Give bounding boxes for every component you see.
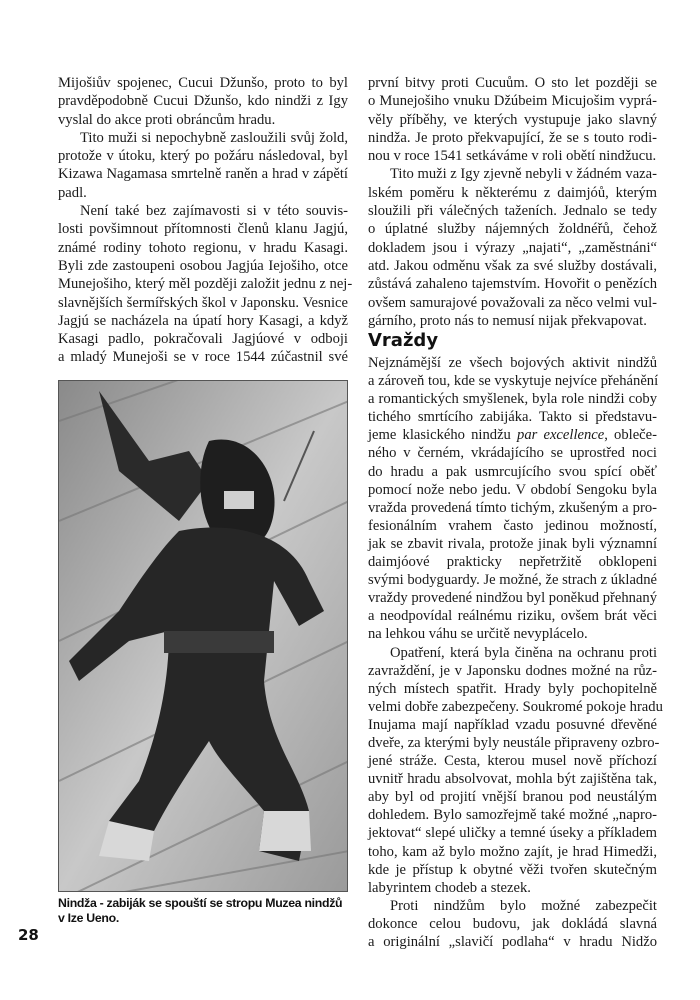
text-line: Jagjú se nacházela na úpatí hory Kasagi, a když [58, 312, 348, 329]
text-line: svými bodyguardy. Je možné, že strach z úkladné [368, 572, 657, 589]
ninja-image-icon [59, 381, 348, 892]
text-line: velmi dobře zabezpečeny. Soukromé pokoje hradu [368, 698, 663, 715]
text-line: dokladem jsou i výrazy „najati“, „zaměstnáni“ [368, 239, 657, 256]
text-line: fesionálním vrahem často jedinou možností, [368, 517, 657, 534]
text-line: Nejznámější ze všech bojových aktivit nindžů [368, 355, 657, 371]
text-line: zavraždění, je v Japonsku dodnes možné na růz- [368, 662, 657, 679]
text-line: jeme klasického nindžu par excellence, obleče- [368, 427, 657, 444]
text-line: jak se zbavit rivala, protože jinak byli významní [368, 535, 657, 552]
text-line: sloužili při válečných taženích. Jednalo se tedy [368, 203, 657, 220]
text-line: nou v roce 1541 setkáváme v roli obětí nindžucu. [368, 148, 657, 165]
text-line: o Munejošiho vnuku Džúbeim Micujošim vyprá- [368, 93, 657, 110]
section-heading: Vraždy [368, 330, 439, 351]
text-line: dveře, za kterými byly neustále připraveny ozbro- [368, 734, 660, 751]
text-line: první bitvy proti Cucuům. O sto let později se [368, 75, 657, 91]
text-line: Inujama mají například vzadu posuvné dřevěné [368, 716, 657, 733]
text-line: dohledem. Bylo samozřejmě také možné „napro- [368, 807, 657, 824]
text-line: Byli zde zastoupeni osobou Jagjúa Iejošiho, otce [58, 257, 348, 274]
text-line: a originální „slavičí podlaha“ v hradu Nidžo [368, 934, 657, 950]
paragraph [368, 644, 663, 897]
page-number: 28 [18, 926, 39, 944]
text-line: vražda provedená tímto tichým, zkušeným a pro- [368, 499, 657, 516]
text-line: do hradu a pak usmrcujícího svou spící oběť [368, 463, 657, 480]
paragraph [368, 165, 657, 330]
text-line: pravděpodobně Cucui Džunšo, kdo nindži z Igy [58, 93, 348, 110]
caption-line-2: v Ize Ueno. [58, 911, 119, 925]
ninja-photo [58, 380, 348, 892]
text-line: Munejošiho, který měl později založit jednu z nej- [58, 276, 353, 293]
paragraph [58, 74, 348, 129]
text-line: a zároveň tou, kde se vyskytuje nejvíce přehánění [368, 373, 659, 390]
text-line: labyrintem chodeb a stezek. [368, 879, 531, 896]
text-line: a romantických smyšlenek, byla role nindži coby [368, 391, 657, 408]
text-line: jektovat“ slepé uličky a temné úseky a příkladem [368, 825, 657, 842]
text-line: slavnějších šermířských škol v Japonsku. Vesnice [58, 294, 348, 311]
right-column-top [368, 74, 657, 330]
text-line: Kasagi padlo, pokračovali Jagjúové v odboji [58, 331, 348, 348]
text-line: dokonce celou budovu, jak dokládá slavná [368, 915, 657, 932]
text-line: o úplatné služby nájemných žoldnéřů, čehož [368, 221, 657, 238]
text-line: zůstává zahaleno tajemstvím. Hovořit o penězích [368, 276, 657, 293]
text-line: nindža. Je proto překvapující, že se s touto rodi- [368, 129, 657, 146]
text-line: kde je přístup k obytné věži tvořen skutečným [368, 861, 657, 878]
text-line: věly příběhy, ve kterých vystupuje jako slavný [368, 111, 657, 128]
text-line: na lehkou váhu se určitě nevyplácelo. [368, 626, 588, 643]
paragraph [368, 897, 657, 951]
right-column-bottom [368, 354, 663, 951]
text-line: uvnitř hradu absolvovat, mohla být zajištěna tak, [368, 771, 657, 788]
left-column [58, 74, 353, 367]
text-line: atd. Jakou odměnu však za své služby dostávali, [368, 257, 657, 274]
text-line: Tito muži z Igy zjevně nebyli v žádném vaza- [390, 166, 657, 183]
text-line: padl. [58, 184, 87, 201]
text-line: známé rodiny tohoto regionu, v hradu Kasagi. [58, 239, 348, 256]
text-line: Není také bez zajímavosti si v této souvis- [80, 203, 348, 220]
text-line: daimjóové prakticky nepřetržitě obklopeni [368, 554, 657, 571]
text-line: tichého smrtícího zabijáka. Takto si představu- [368, 409, 657, 426]
text-line: lském poměru k některému z daimjóů, kterým [368, 184, 657, 201]
paragraph [368, 354, 657, 644]
text-line: gárního, proto nás to nemusí nijak překvapovat. [368, 312, 647, 329]
paragraph [58, 129, 348, 202]
text-line: a neodpovídal reálnému riziku, ovšem brát věci [368, 608, 657, 625]
text-line: Proti nindžům bylo možné zabezpečit [390, 897, 657, 914]
paragraph [58, 202, 353, 367]
text-line: a mladý Munejoši se v roce 1544 zúčastnil své [58, 349, 348, 366]
text-line: Tito muži si nepochybně zasloužili svůj žold, [80, 129, 348, 146]
text-line: Opatření, která byla činěna na ochranu proti [390, 644, 657, 661]
text-line: ného v černém, vkrádajícího se uprostřed noci [368, 445, 657, 462]
text-line: vyslal do akce proti obráncům hradu. [58, 111, 276, 128]
text-line: toho, kam až bylo možno zajít, je hrad Himedži, [368, 843, 657, 860]
paragraph [368, 74, 657, 165]
text-line: pomocí nože nebo jedu. V období Sengoku byla [368, 481, 657, 498]
text-line: losti povšimnout přítomnosti členů klanu Jagjú, [58, 221, 348, 238]
text-line: vraždy provedené nindžou byl poněkud přehnaný [368, 590, 657, 607]
text-line: Kizawa Nagamasa smrtelně raněn a hrad v zápětí [58, 166, 348, 183]
text-line: jené stráže. Cesta, kterou musel nově příchozí [368, 753, 657, 770]
caption-line-1: Nindža - zabiják se spouští se stropu Muzea nindžů [58, 896, 343, 910]
text-line: ovšem samurajové považovali za něco velmi vul- [368, 294, 657, 311]
text-line: Mijošiův spojenec, Cucui Džunšo, proto to byl [58, 75, 348, 91]
text-line: ných místech spatřit. Hrady byly pochopitelně [368, 680, 657, 697]
text-line: protože v útoku, který po požáru následoval, byl [58, 148, 348, 165]
photo-caption [58, 896, 353, 926]
text-line: aby byl od projití vnější branou pod neustálým [368, 789, 657, 806]
